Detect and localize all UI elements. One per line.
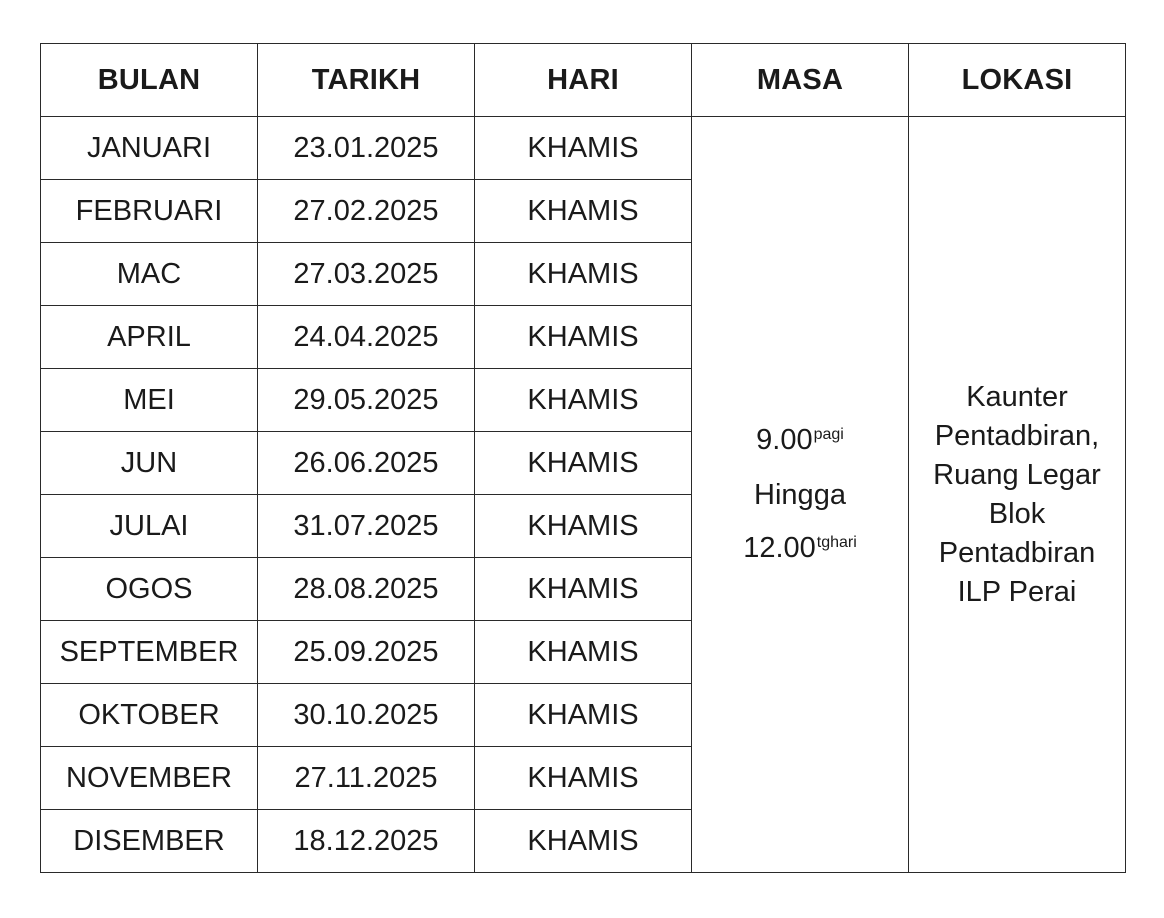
cell-tarikh: 28.08.2025 [258, 558, 475, 621]
header-masa: MASA [692, 44, 909, 117]
cell-hari: KHAMIS [475, 558, 692, 621]
header-lokasi: LOKASI [909, 44, 1126, 117]
cell-hari: KHAMIS [475, 684, 692, 747]
cell-tarikh: 27.11.2025 [258, 747, 475, 810]
cell-bulan: MEI [41, 369, 258, 432]
cell-hari: KHAMIS [475, 621, 692, 684]
cell-hari: KHAMIS [475, 495, 692, 558]
cell-bulan: SEPTEMBER [41, 621, 258, 684]
cell-tarikh: 26.06.2025 [258, 432, 475, 495]
cell-bulan: OKTOBER [41, 684, 258, 747]
lokasi-line: ILP Perai [957, 575, 1077, 608]
cell-bulan: JANUARI [41, 117, 258, 180]
cell-tarikh: 27.03.2025 [258, 243, 475, 306]
masa-end [692, 534, 908, 563]
cell-tarikh: 25.09.2025 [258, 621, 475, 684]
cell-tarikh: 23.01.2025 [258, 117, 475, 180]
cell-hari: KHAMIS [475, 180, 692, 243]
cell-tarikh: 30.10.2025 [258, 684, 475, 747]
masa-end-time: 12.00 [743, 532, 816, 564]
header-hari: HARI [475, 44, 692, 117]
cell-hari: KHAMIS [475, 369, 692, 432]
lokasi-line: Blok [988, 497, 1046, 530]
cell-bulan: APRIL [41, 306, 258, 369]
cell-bulan: FEBRUARI [41, 180, 258, 243]
lokasi-line: Ruang Legar [933, 458, 1101, 491]
cell-bulan: DISEMBER [41, 810, 258, 873]
cell-bulan: OGOS [41, 558, 258, 621]
header-bulan: BULAN [41, 44, 258, 117]
cell-hari: KHAMIS [475, 747, 692, 810]
schedule-body [41, 117, 1126, 873]
masa-start-suffix: pagi [813, 426, 844, 443]
cell-bulan: MAC [41, 243, 258, 306]
cell-hari: KHAMIS [475, 810, 692, 873]
cell-hari: KHAMIS [475, 306, 692, 369]
cell-tarikh: 27.02.2025 [258, 180, 475, 243]
header-tarikh: TARIKH [258, 44, 475, 117]
cell-hari: KHAMIS [475, 117, 692, 180]
cell-tarikh: 31.07.2025 [258, 495, 475, 558]
cell-hari: KHAMIS [475, 243, 692, 306]
cell-bulan: NOVEMBER [41, 747, 258, 810]
cell-hari: KHAMIS [475, 432, 692, 495]
lokasi-cell [909, 117, 1126, 873]
lokasi-line: Kaunter [966, 380, 1068, 413]
masa-end-suffix: tghari [816, 534, 857, 551]
masa-cell [692, 117, 909, 873]
masa-connector: Hingga [754, 479, 846, 511]
masa-start-time: 9.00 [756, 424, 813, 456]
cell-bulan: JUN [41, 432, 258, 495]
masa-start [692, 426, 908, 455]
header-row [41, 44, 1126, 117]
schedule-table [40, 43, 1126, 873]
cell-tarikh: 29.05.2025 [258, 369, 475, 432]
lokasi-line: Pentadbiran, [934, 419, 1100, 452]
cell-bulan: JULAI [41, 495, 258, 558]
table-row [41, 117, 1126, 180]
lokasi-line: Pentadbiran [938, 536, 1096, 569]
cell-tarikh: 24.04.2025 [258, 306, 475, 369]
cell-tarikh: 18.12.2025 [258, 810, 475, 873]
